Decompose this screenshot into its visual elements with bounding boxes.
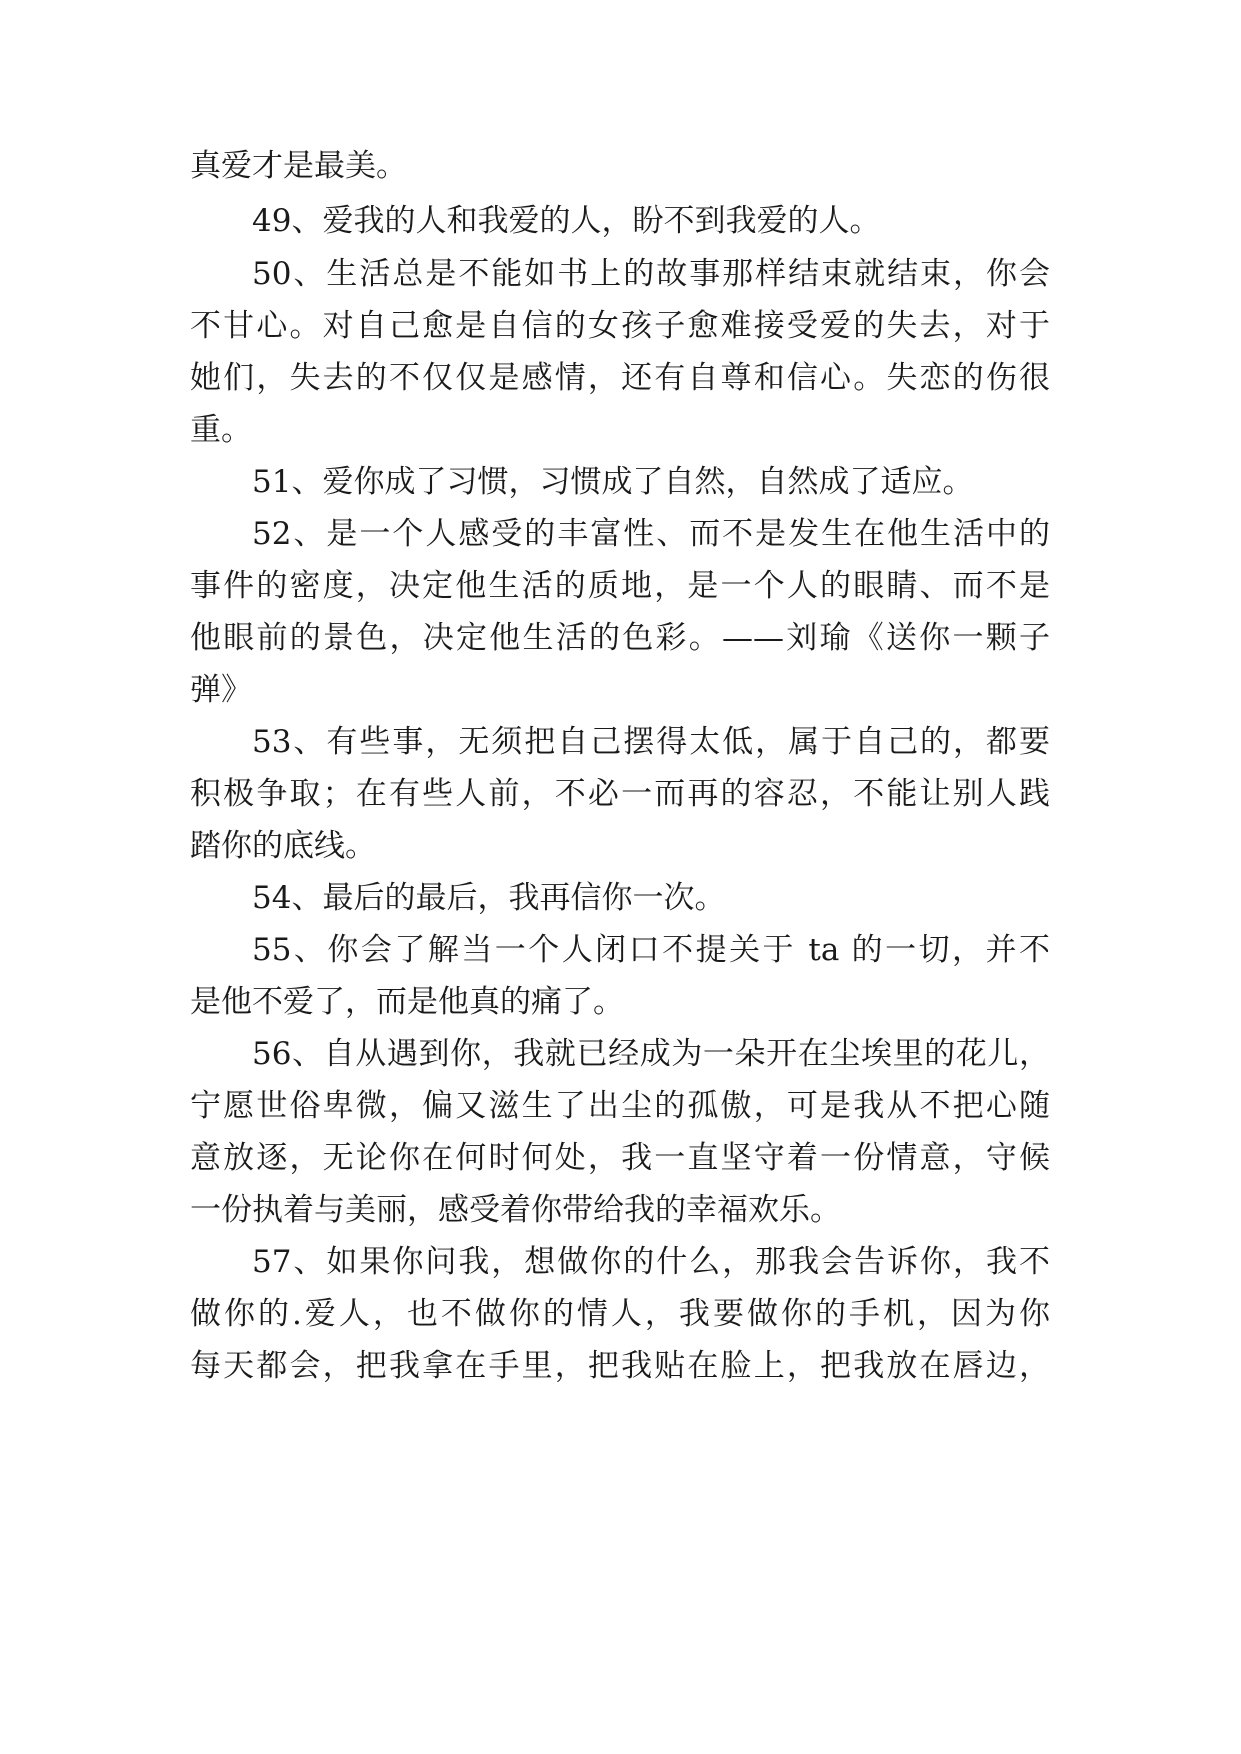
text-line: 57、如果你问我，想做你的什么，那我会告诉你，我不 [252, 1244, 1050, 1280]
text-line: 不甘心。对自己愈是自信的女孩子愈难接受爱的失去，对于 [190, 308, 1050, 344]
text-line: 踏你的底线。 [190, 828, 376, 864]
text-line: 是他不爱了，而是他真的痛了。 [190, 984, 624, 1020]
text-line: 真爱才是最美。 [190, 148, 407, 184]
text-line: 做你的.爱人，也不做你的情人，我要做你的手机，因为你 [190, 1296, 1050, 1332]
text-line: 49、爱我的人和我爱的人，盼不到我爱的人。 [252, 203, 881, 239]
text-line: 一份执着与美丽，感受着你带给我的幸福欢乐。 [190, 1192, 841, 1228]
text-line: 56、自从遇到你，我就已经成为一朵开在尘埃里的花儿， [252, 1036, 1050, 1072]
text-line: 50、生活总是不能如书上的故事那样结束就结束，你会 [252, 256, 1050, 292]
text-line: 他眼前的景色，决定他生活的色彩。——刘瑜《送你一颗子 [190, 620, 1050, 656]
text-line: 宁愿世俗卑微，偏又滋生了出尘的孤傲，可是我从不把心随 [190, 1088, 1050, 1124]
text-line: 事件的密度，决定他生活的质地，是一个人的眼睛、而不是 [190, 568, 1050, 604]
text-line: 每天都会，把我拿在手里，把我贴在脸上，把我放在唇边， [190, 1348, 1050, 1384]
text-line: 51、爱你成了习惯，习惯成了自然，自然成了适应。 [252, 464, 974, 500]
text-line: 意放逐，无论你在何时何处，我一直坚守着一份情意，守候 [190, 1140, 1050, 1176]
text-line: 55、你会了解当一个人闭口不提关于 ta 的一切，并不 [252, 932, 1050, 968]
text-line: 重。 [190, 412, 252, 448]
text-line: 54、最后的最后，我再信你一次。 [252, 880, 726, 916]
text-line: 53、有些事，无须把自己摆得太低，属于自己的，都要 [252, 724, 1050, 760]
text-line: 她们，失去的不仅仅是感情，还有自尊和信心。失恋的伤很 [190, 360, 1050, 396]
text-line: 积极争取；在有些人前，不必一而再的容忍，不能让别人践 [190, 776, 1050, 812]
text-line: 52、是一个人感受的丰富性、而不是发生在他生活中的 [252, 516, 1050, 552]
text-line: 弹》 [190, 672, 252, 708]
